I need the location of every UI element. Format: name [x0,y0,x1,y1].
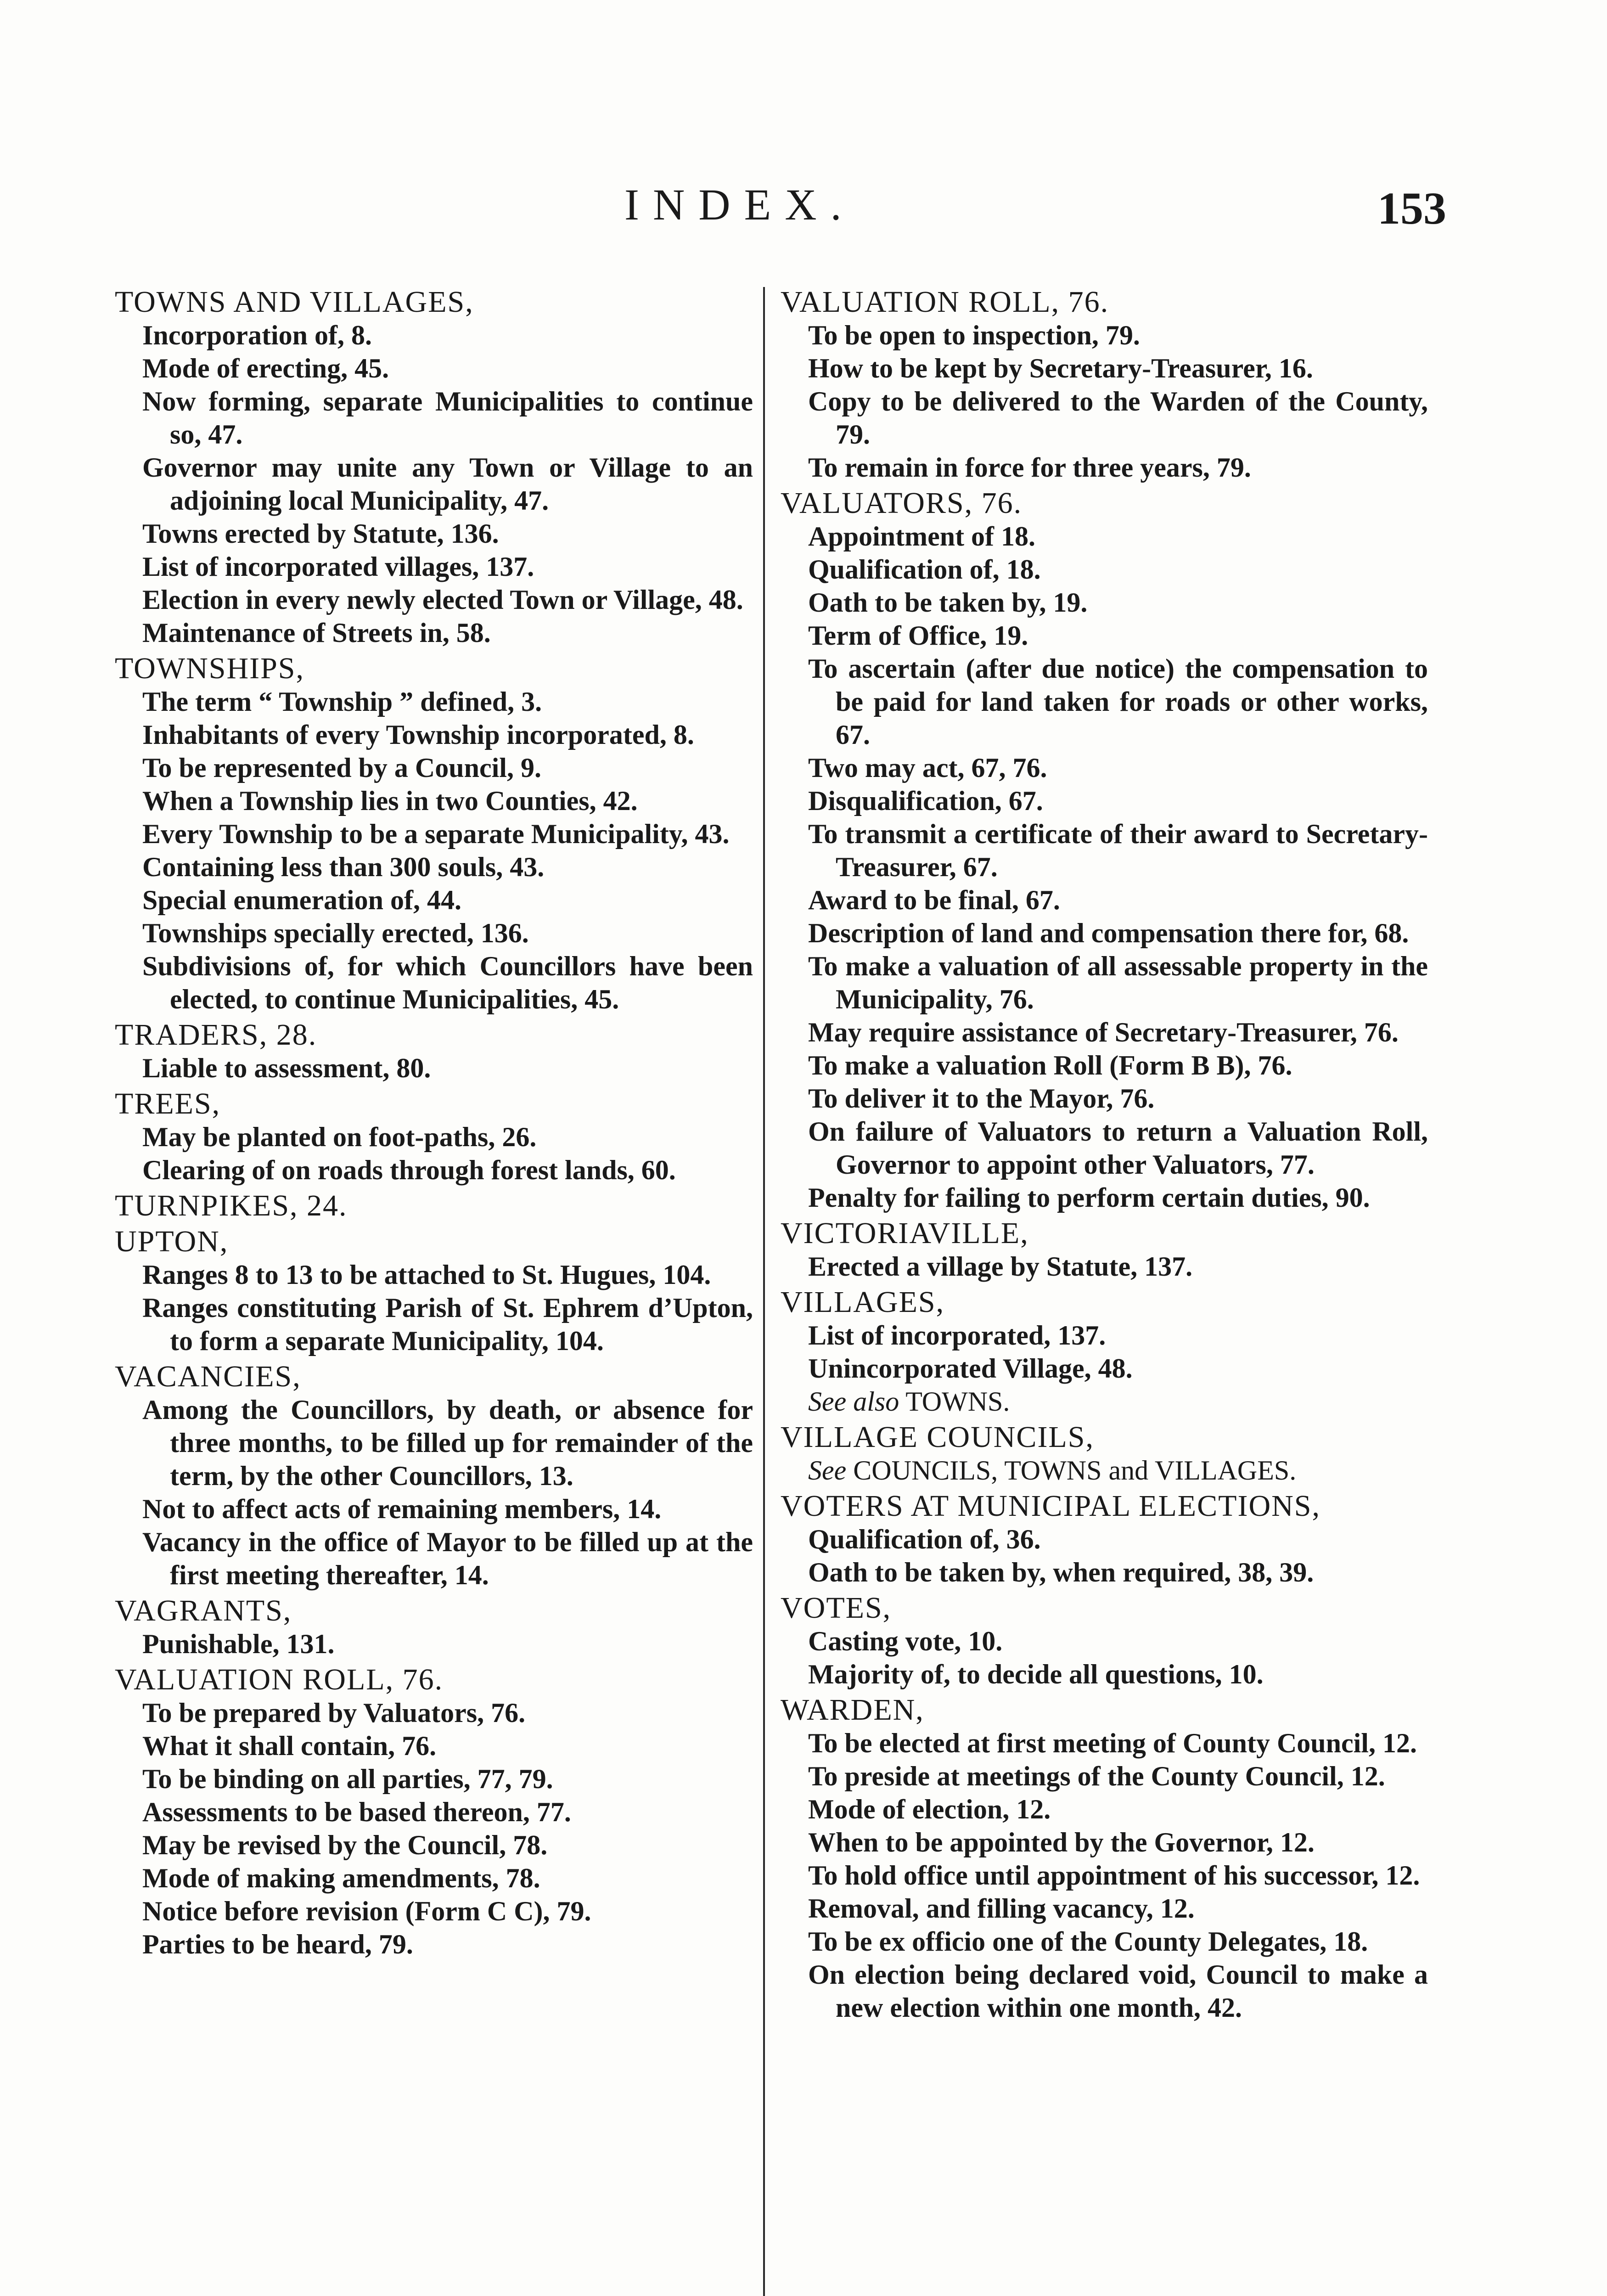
index-heading: VALUATORS, 76. [781,486,1023,520]
index-subentry: Copy to be delivered to the Warden of the County, 79. [808,386,1428,450]
index-subentry: Erected a village by Statute, 137. [808,1251,1193,1282]
index-subentry: Oath to be taken by, 19. [808,587,1088,618]
index-entry [110,1663,753,1961]
index-subentry: Qualification of, 36. [808,1524,1041,1554]
index-subentry: Containing less than 300 souls, 43. [142,852,545,882]
index-subentry: Maintenance of Streets in, 58. [142,618,491,648]
index-subentry: To be elected at first meeting of County Council, 12. [808,1728,1417,1758]
index-subentry: How to be kept by Secretary-Treasurer, 16. [808,353,1313,383]
index-subentry: Unincorporated Village, 48. [808,1353,1133,1384]
index-subentry: Towns erected by Statute, 136. [142,518,499,549]
index-subentry: The term “ Township ” defined, 3. [142,687,542,717]
index-subentry: Notice before revision (Form C C), 79. [142,1896,591,1926]
index-subentry: Clearing of on roads through forest lands, 60. [142,1155,676,1185]
index-subentry: Ranges 8 to 13 to be attached to St. Hugues, 104. [142,1260,711,1290]
see-prefix: See also [808,1386,899,1417]
index-subentry: To make a valuation of all assessable property in the Municipality, 76. [808,951,1428,1014]
see-target: TOWNS. [905,1386,1010,1417]
index-heading: VOTERS AT MUNICIPAL ELECTIONS, [781,1489,1320,1523]
column-divider [763,287,765,2296]
index-subentry: Inhabitants of every Township incorporated, 8. [142,720,694,750]
index-subentry: Mode of making amendments, 78. [142,1863,540,1893]
index-entry [110,1189,753,1222]
index-entry [776,1217,1428,1283]
index-subentry: Subdivisions of, for which Councillors have been elected, to continue Municipalities, 45. [142,951,753,1014]
index-entry [110,1087,753,1187]
index-subentry: Penalty for failing to perform certain duties, 90. [808,1182,1370,1213]
index-subentry: List of incorporated villages, 137. [142,551,534,582]
right-column [776,285,1428,2027]
index-subentry: What it shall contain, 76. [142,1731,437,1761]
index-subentry: Election in every newly elected Town or Village, 48. [142,585,743,615]
index-heading: TOWNS AND VILLAGES, [115,285,474,319]
index-subentry: May be planted on foot-paths, 26. [142,1122,537,1152]
index-subentry: To preside at meetings of the County Council, 12. [808,1761,1385,1791]
index-subentry: Not to affect acts of remaining members, 14. [142,1494,662,1524]
index-heading: VILLAGES, [781,1285,945,1319]
index-subentry: Now forming, separate Municipalities to continue so, 47. [142,386,753,450]
index-subentry: To be binding on all parties, 77, 79. [142,1764,553,1794]
index-subentry: Casting vote, 10. [808,1626,1003,1656]
index-heading: WARDEN, [781,1693,924,1727]
index-subentry: Parties to be heard, 79. [142,1929,413,1959]
index-subentry: Ranges constituting Parish of St. Ephrem d’Upton, to form a separate Municipality, 104. [142,1293,753,1356]
index-subentry: Oath to be taken by, when required, 38, 39. [808,1557,1314,1587]
index-entry [110,1225,753,1357]
index-heading: VAGRANTS, [115,1594,292,1627]
index-heading: TREES, [115,1087,221,1120]
index-subentry: To remain in force for three years, 79. [808,452,1251,483]
index-entry [776,1421,1428,1487]
index-subentry: List of incorporated, 137. [808,1320,1106,1351]
index-subentry: On election being declared void, Council to make a new election within one month, 42. [808,1959,1428,2023]
index-subentry: Incorporation of, 8. [142,320,372,350]
see-target: COUNCILS, TOWNS and VILLAGES. [853,1455,1297,1486]
index-subentry: When to be appointed by the Governor, 12. [808,1827,1315,1857]
index-subentry: Term of Office, 19. [808,620,1028,651]
index-subentry: To transmit a certificate of their award to Secretary-Treasurer, 67. [808,819,1428,882]
index-subentry: To be open to inspection, 79. [808,320,1140,350]
index-subentry: Every Township to be a separate Municipality, 43. [142,819,730,849]
index-subentry: To be prepared by Valuators, 76. [142,1698,526,1728]
index-subentry: Vacancy in the office of Mayor to be filled up at the first meeting thereafter, 14. [142,1527,753,1590]
index-subentry: Mode of election, 12. [808,1794,1051,1824]
index-subentry: To be ex officio one of the County Delegates, 18. [808,1926,1368,1957]
see-prefix: See [808,1455,847,1486]
index-subentry: Award to be final, 67. [808,885,1060,915]
index-subentry: Removal, and filling vacancy, 12. [808,1893,1195,1924]
index-subentry: Special enumeration of, 44. [142,885,461,915]
index-subentry: May require assistance of Secretary-Treasurer, 76. [808,1017,1399,1047]
running-head: INDEX. [624,180,855,229]
page-number: 153 [1377,183,1446,234]
index-subentry: Punishable, 131. [142,1629,335,1659]
index-entry [110,1360,753,1592]
index-subentry: To make a valuation Roll (Form B B), 76. [808,1050,1292,1080]
index-heading: TOWNSHIPS, [115,652,305,685]
index-subentry: On failure of Valuators to return a Valuation Roll, Governor to appoint other Valuators, 77. [808,1116,1428,1180]
index-entry [776,487,1428,1214]
index-heading: TURNPIKES, 24. [115,1189,348,1222]
index-entry [110,652,753,1016]
index-subentry: Mode of erecting, 45. [142,353,389,383]
index-subentry: To ascertain (after due notice) the compensation to be paid for land taken for roads or other works, 67. [808,653,1428,750]
index-subentry: Appointment of 18. [808,521,1036,551]
page-header [0,179,1607,239]
index-entry [110,1594,753,1660]
index-entry [776,1694,1428,2024]
cross-reference [776,1454,1428,1487]
index-entry [776,1286,1428,1418]
index-subentry: May be revised by the Council, 78. [142,1830,548,1860]
index-subentry: Qualification of, 18. [808,554,1041,585]
index-subentry: Townships specially erected, 136. [142,918,529,948]
index-entry [776,286,1428,484]
index-subentry: To be represented by a Council, 9. [142,753,541,783]
index-subentry: Liable to assessment, 80. [142,1053,431,1083]
index-subentry: Assessments to be based thereon, 77. [142,1797,571,1827]
cross-reference [776,1385,1428,1418]
index-heading: VALUATION ROLL, 76. [781,285,1109,319]
index-subentry: Majority of, to decide all questions, 10. [808,1659,1264,1689]
index-heading: VILLAGE COUNCILS, [781,1420,1094,1454]
index-subentry: When a Township lies in two Counties, 42. [142,786,638,816]
index-heading: VACANCIES, [115,1360,301,1393]
index-entry [110,1019,753,1085]
left-column [110,285,753,1964]
index-subentry: Disqualification, 67. [808,786,1043,816]
index-entry [110,286,753,649]
index-subentry: To deliver it to the Mayor, 76. [808,1083,1155,1114]
index-entry [776,1490,1428,1589]
index-subentry: Two may act, 67, 76. [808,753,1047,783]
index-subentry: Among the Councillors, by death, or absence for three months, to be filled up for remainder of the term, by the other Councillors, 13. [142,1395,753,1491]
index-heading: VALUATION ROLL, 76. [115,1663,444,1696]
index-subentry: To hold office until appointment of his successor, 12. [808,1860,1420,1891]
index-subentry: Description of land and compensation there for, 68. [808,918,1409,948]
index-heading: VICTORIAVILLE, [781,1216,1029,1250]
index-heading: VOTES, [781,1591,892,1625]
index-subentry: Governor may unite any Town or Village to an adjoining local Municipality, 47. [142,452,753,516]
index-entry [776,1592,1428,1691]
index-heading: TRADERS, 28. [115,1018,317,1052]
index-heading: UPTON, [115,1225,229,1258]
